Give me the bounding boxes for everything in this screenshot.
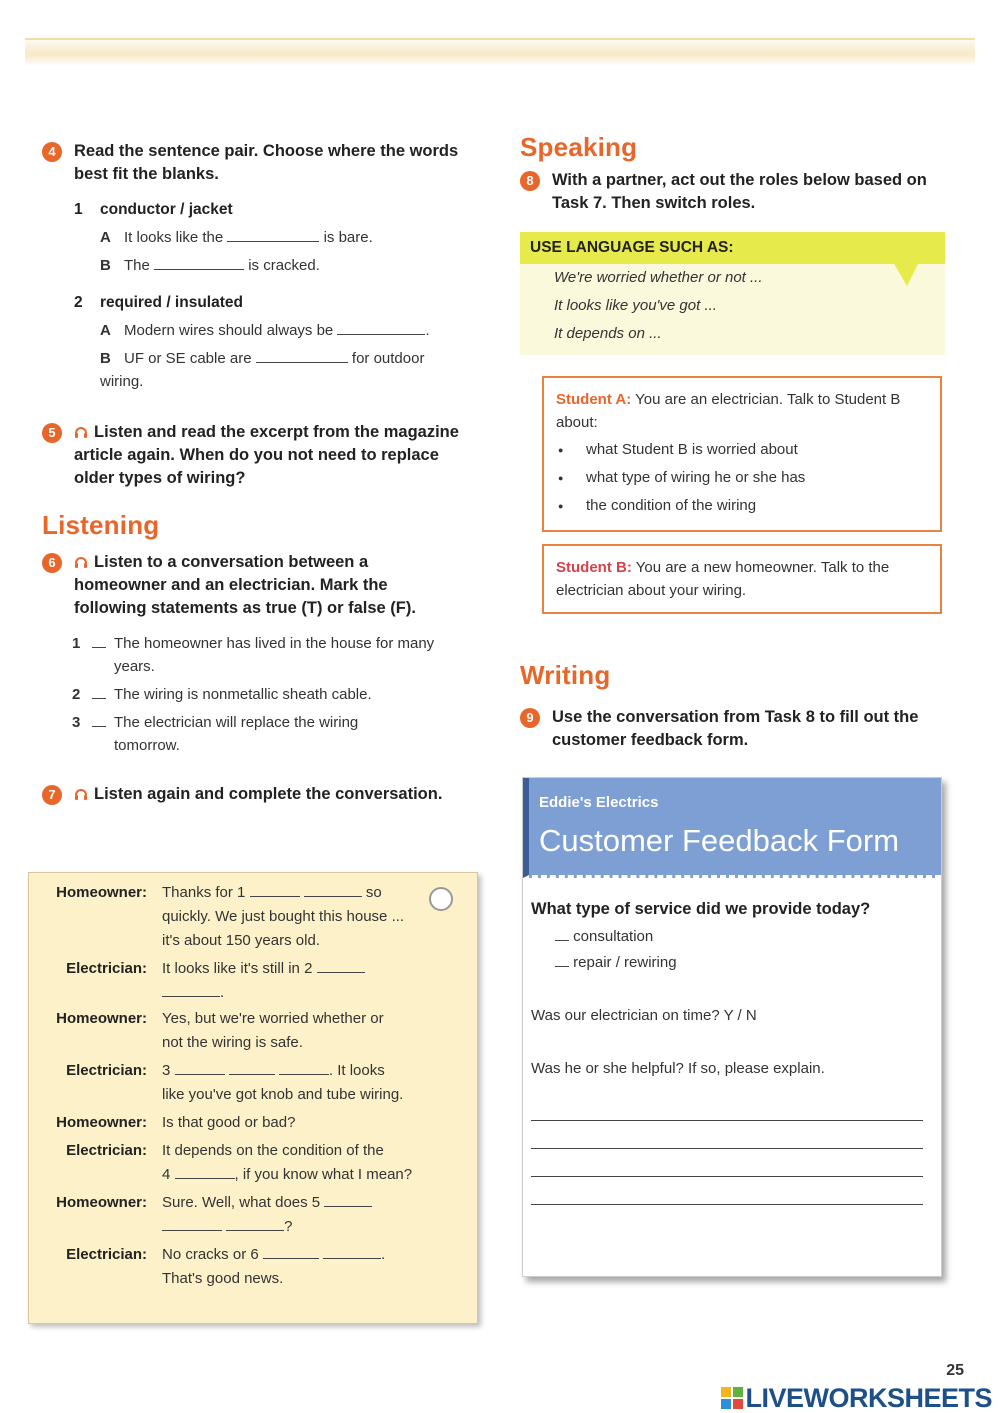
task-8-instruction: 8 With a partner, act out the roles below based on Task 7. Then switch roles. <box>520 169 930 215</box>
checkbox-blank[interactable] <box>555 953 569 967</box>
feedback-form <box>522 777 942 1277</box>
option-repair[interactable]: repair / rewiring <box>531 953 941 971</box>
answer-blank[interactable] <box>263 1245 319 1259</box>
fill-blank[interactable] <box>337 321 425 335</box>
statement-1: 1 The homeowner has lived in the house for many years. <box>72 632 462 678</box>
statement-2: 2 The wiring is nonmetallic sheath cable. <box>72 683 462 706</box>
item-1a: A It looks like the is bare. <box>100 229 373 246</box>
student-b-card: Student B: You are a new homeowner. Talk to the electrician about your wiring. <box>542 544 942 614</box>
task-4-instruction: 4 Read the sentence pair. Choose where the words best fit the blanks. <box>42 140 472 186</box>
task-number-badge: 4 <box>42 142 62 162</box>
answer-blank[interactable] <box>279 1061 329 1075</box>
answer-blank[interactable] <box>317 959 365 973</box>
form-body <box>523 878 941 1077</box>
on-time-question[interactable]: Was our electrician on time? Y / N <box>531 1007 757 1024</box>
item-2-head: 2 required / insulated <box>74 294 243 311</box>
right-column <box>520 132 950 1077</box>
answer-blank[interactable] <box>226 1217 284 1231</box>
task-4-items <box>42 198 472 393</box>
task-5-instruction: 5 Listen and read the excerpt from the magazine article again. When do you not need to replace older types of wiring? <box>42 421 462 490</box>
answer-blank[interactable] <box>162 1217 222 1231</box>
section-title-listening: Listening <box>42 510 160 540</box>
task-number-badge: 9 <box>520 708 540 728</box>
item-1-head: 1 conductor / jacket <box>74 201 233 218</box>
form-service-question: What type of service did we provide today? <box>531 900 871 918</box>
task-number-badge: 5 <box>42 423 62 443</box>
answer-blank[interactable] <box>304 883 362 897</box>
answer-line[interactable] <box>531 1176 923 1177</box>
task-6-statements <box>42 632 462 757</box>
checkbox-blank[interactable] <box>555 927 569 941</box>
answer-blank[interactable] <box>229 1061 275 1075</box>
task-7-instruction: 7 Listen again and complete the conversation. <box>42 783 462 806</box>
language-box <box>520 232 945 355</box>
answer-line[interactable] <box>531 1148 923 1149</box>
item-2a: A Modern wires should always be . <box>100 322 430 339</box>
answer-blank[interactable] <box>175 1165 235 1179</box>
page-header-band <box>25 38 975 66</box>
statement-3: 3 The electrician will replace the wiring tomorrow. <box>72 711 462 757</box>
answer-blank[interactable] <box>175 1061 225 1075</box>
student-a-bullet: ● what type of wiring he or she has <box>556 464 928 492</box>
language-heading: USE LANGUAGE SUCH AS: <box>520 232 945 264</box>
fill-blank[interactable] <box>227 228 319 242</box>
headphones-icon <box>74 787 88 801</box>
answer-blank[interactable] <box>323 1245 381 1259</box>
headphones-icon <box>74 425 88 439</box>
student-a-bullet: ● what Student B is worried about <box>556 436 928 464</box>
tf-blank[interactable] <box>92 711 106 727</box>
tf-blank[interactable] <box>92 632 106 648</box>
form-brand: Eddie's Electrics <box>539 794 659 811</box>
answer-blank[interactable] <box>162 983 220 997</box>
fill-blank[interactable] <box>154 256 244 270</box>
conversation-note: Homeowner: Thanks for 1 so quickly. We just bought this house ... it's about 150 years old. Electrician: It looks like it's still in 2 . Homeowner: Yes, but we're worried whether or not the wiring is safe. Electrician: 3 . It looks like you've got knob and tube wiring. Homeowner: Is that good or bad? Electrician: It depends on the condition of the 4 , if you know what I mean? Homeowner: Sure. Well, what does 5 ? Electrician: No cracks or 6 . That's good news. <box>28 872 478 1324</box>
tf-blank[interactable] <box>92 683 106 699</box>
fill-blank[interactable] <box>256 349 348 363</box>
section-title-speaking: Speaking <box>520 132 638 162</box>
answer-blank[interactable] <box>324 1193 372 1207</box>
option-consultation[interactable]: consultation <box>531 927 941 945</box>
helpful-question: Was he or she helpful? If so, please explain. <box>531 1060 825 1077</box>
liveworksheets-logo[interactable]: LIVEWORKSHEETS <box>721 1383 992 1413</box>
task-number-badge: 6 <box>42 553 62 573</box>
language-phrase: We're worried whether or not ... <box>554 269 763 286</box>
language-phrase: It looks like you've got ... <box>554 297 717 314</box>
liveworksheets-logo-icon <box>721 1387 743 1409</box>
student-a-bullet: ● the condition of the wiring <box>556 492 928 520</box>
task-number-badge: 7 <box>42 785 62 805</box>
answer-line[interactable] <box>531 1204 923 1205</box>
student-a-card: Student A: You are an electrician. Talk to Student B about: ● what Student B is worried about ● what type of wiring he or she has ● the condition of the wiring <box>542 376 942 532</box>
answer-blank[interactable] <box>250 883 300 897</box>
headphones-icon <box>74 555 88 569</box>
form-header <box>523 778 941 878</box>
left-column <box>42 140 472 806</box>
item-1b: B The is cracked. <box>100 257 320 274</box>
speech-pointer-icon <box>893 262 919 288</box>
task-number-badge: 8 <box>520 171 540 191</box>
page-number: 25 <box>946 1362 964 1379</box>
answer-line[interactable] <box>531 1120 923 1121</box>
section-title-writing: Writing <box>520 660 611 690</box>
language-phrase: It depends on ... <box>554 325 662 342</box>
task-6-instruction: 6 Listen to a conversation between a homeowner and an electrician. Mark the following statements as true (T) or false (F). <box>42 551 462 620</box>
form-title: Customer Feedback Form <box>539 823 900 858</box>
item-2b: B UF or SE cable are for outdoor wiring. <box>100 350 425 390</box>
task-9-instruction: 9 Use the conversation from Task 8 to fill out the customer feedback form. <box>520 706 930 752</box>
